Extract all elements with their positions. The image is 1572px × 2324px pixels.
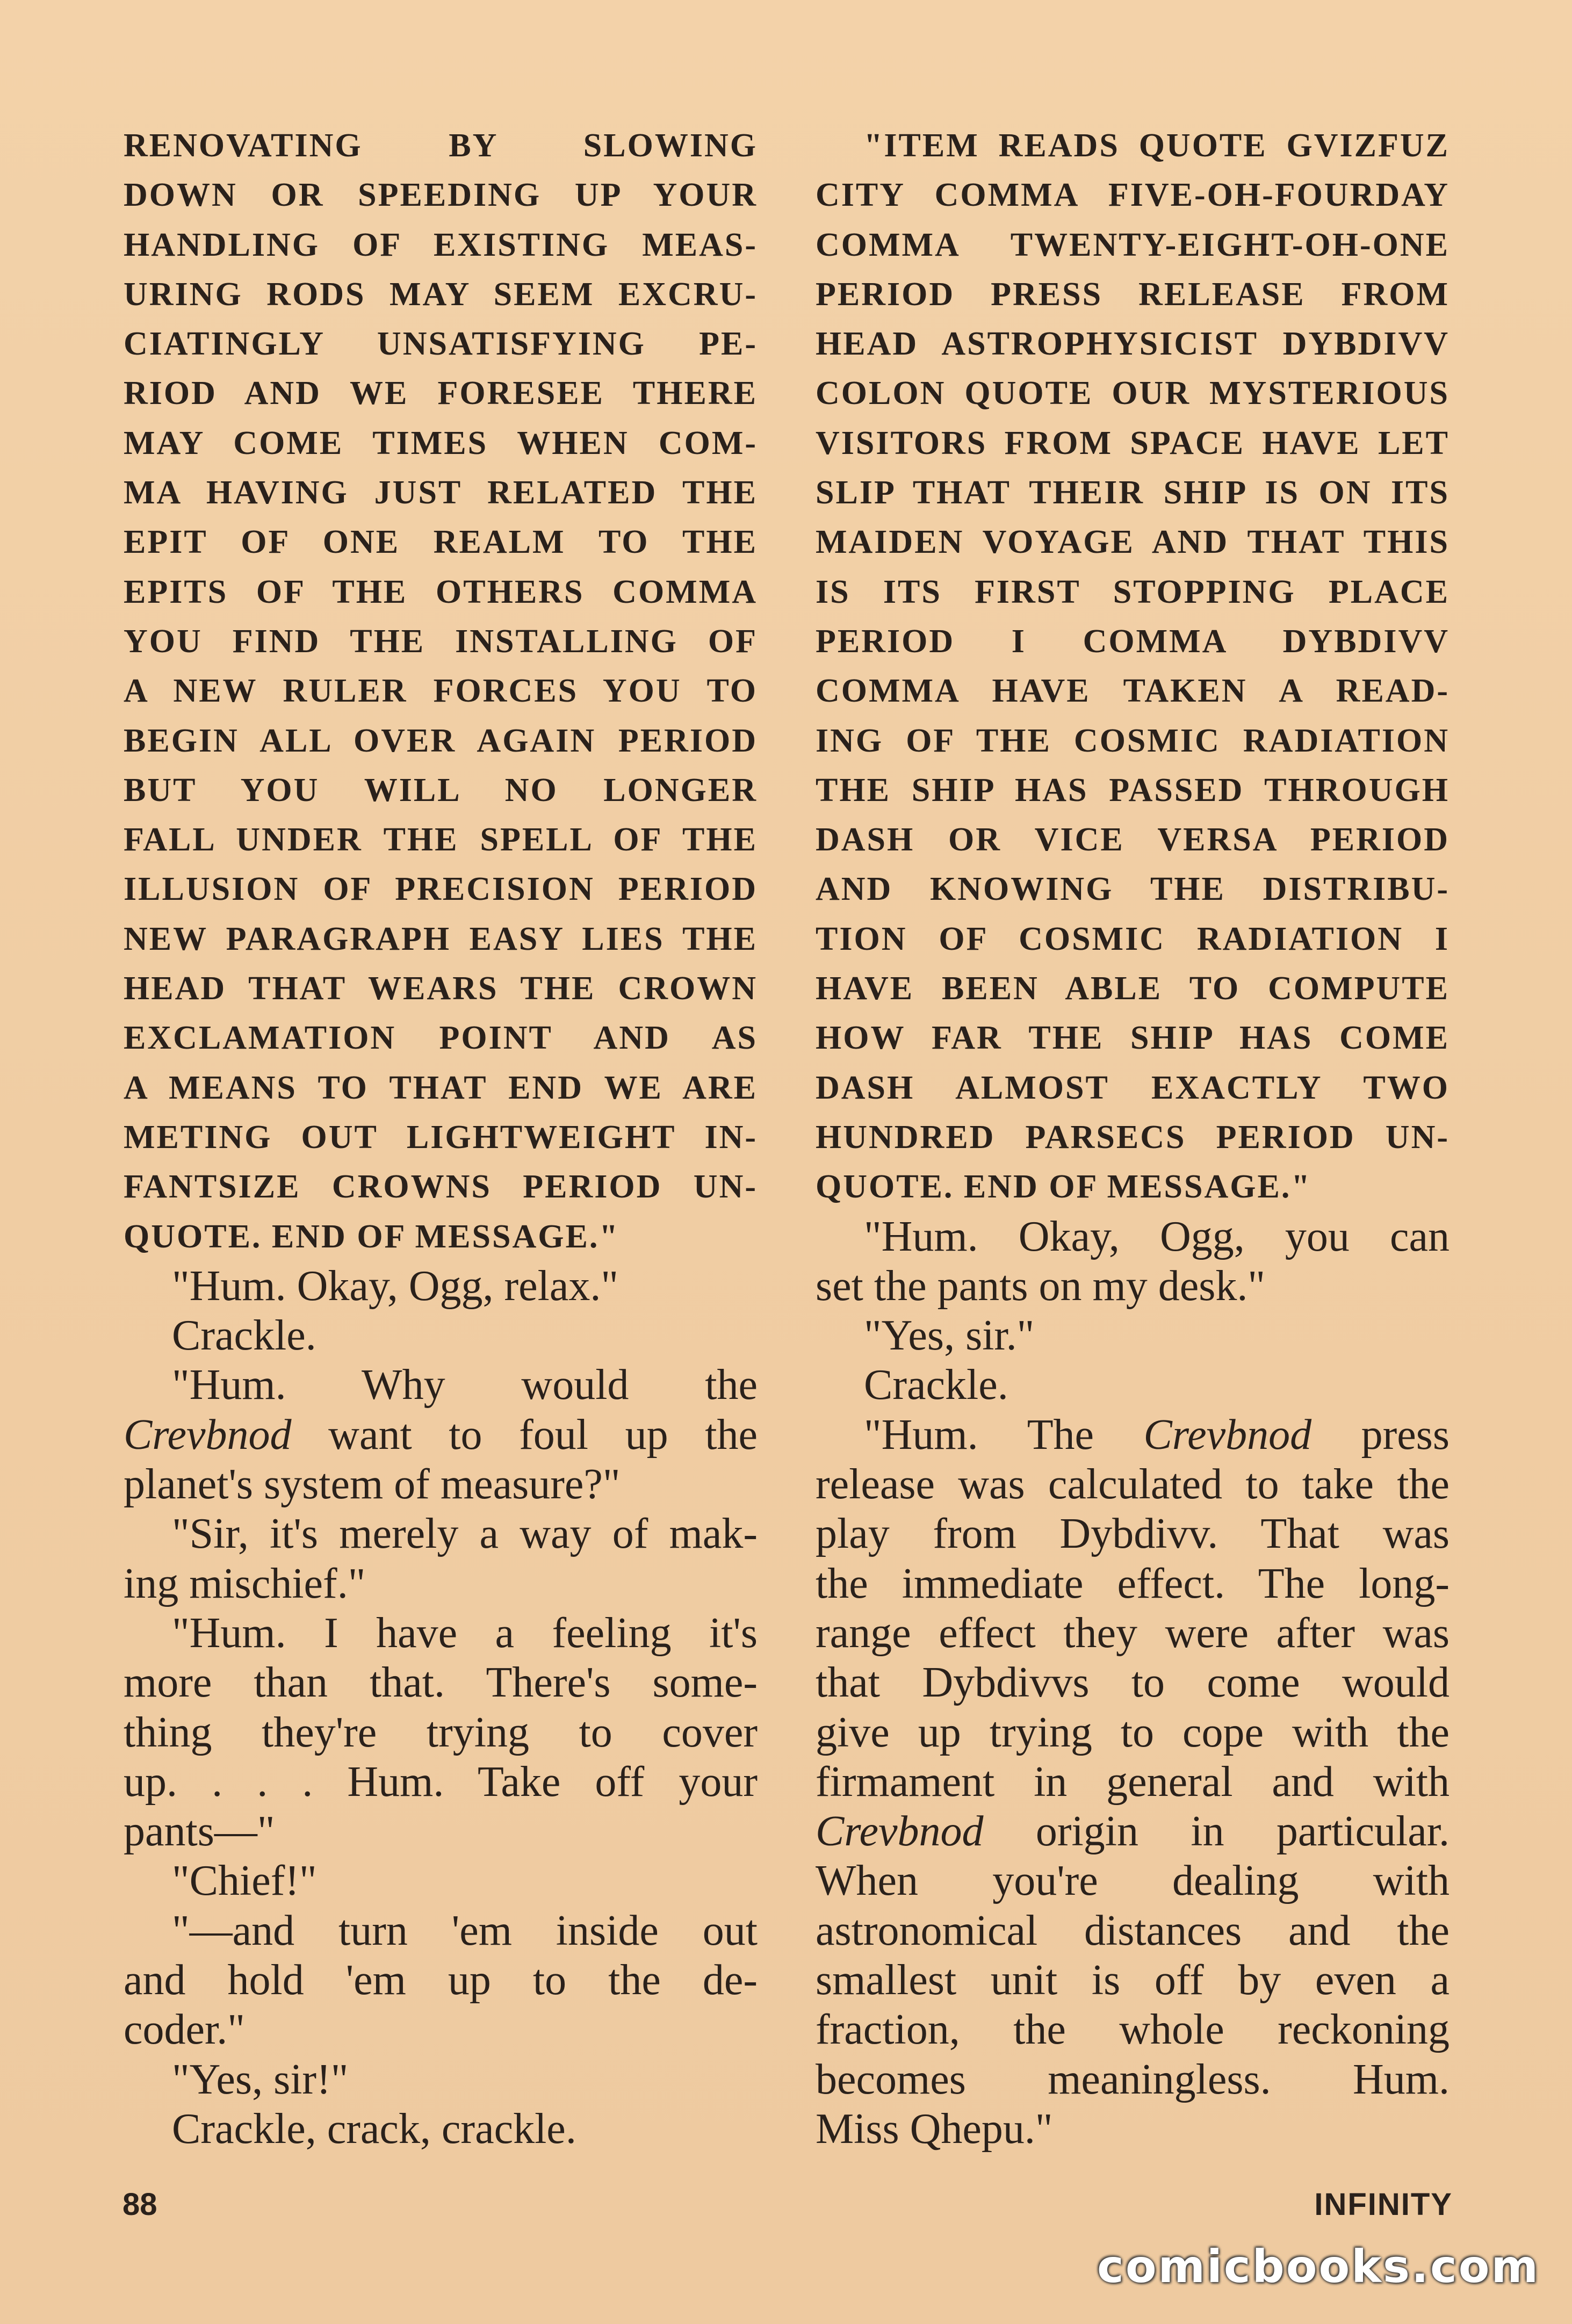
prose-line: astronomical distances and the <box>816 1907 1450 1954</box>
prose-line: planet's system of measure?" <box>124 1461 621 1509</box>
prose-line: range effect they were after was <box>816 1609 1450 1657</box>
caps-line: RIOD AND WE FORESEE THERE <box>124 375 758 412</box>
caps-line: VISITORS FROM SPACE HAVE LET <box>816 424 1450 461</box>
caps-line: HOW FAR THE SHIP HAS COME <box>816 1020 1450 1057</box>
caps-line: A NEW RULER FORCES YOU TO <box>124 673 758 710</box>
caps-line: BUT YOU WILL NO LONGER <box>124 771 758 809</box>
caps-line: MAIDEN VOYAGE AND THAT THIS <box>816 524 1450 561</box>
running-head: INFINITY <box>1314 2187 1453 2222</box>
left-column <box>124 121 758 2154</box>
prose-line: give up trying to cope with the <box>816 1708 1450 1756</box>
caps-line: RENOVATING BY SLOWING <box>124 127 758 164</box>
caps-line: ING OF THE COSMIC RADIATION <box>816 722 1450 759</box>
caps-line: PERIOD PRESS RELEASE FROM <box>816 276 1450 313</box>
prose-line: "Chief!" <box>172 1857 317 1905</box>
caps-line: EPIT OF ONE REALM TO THE <box>124 524 758 561</box>
caps-line: DOWN OR SPEEDING UP YOUR <box>124 177 758 214</box>
prose-line: firmament in general and with <box>816 1758 1450 1806</box>
caps-line: IS ITS FIRST STOPPING PLACE <box>816 573 1450 610</box>
prose-line: When you're dealing with <box>816 1857 1450 1905</box>
prose-line: fraction, the whole reckoning <box>816 2006 1450 2054</box>
prose-line: release was calculated to take the <box>816 1461 1450 1509</box>
caps-line: TION OF COSMIC RADIATION I <box>816 920 1450 957</box>
prose-line: and hold 'em up to the de- <box>124 1956 758 2004</box>
caps-line: COMMA HAVE TAKEN A READ- <box>816 673 1450 710</box>
prose-line: more than that. There's some- <box>124 1659 758 1707</box>
prose-line: becomes meaningless. Hum. <box>816 2055 1450 2103</box>
prose-line: Miss Qhepu." <box>816 2105 1053 2153</box>
prose-line: smallest unit is off by even a <box>816 1956 1450 2004</box>
caps-line: QUOTE. END OF MESSAGE." <box>124 1218 619 1255</box>
caps-line: HAVE BEEN ABLE TO COMPUTE <box>816 970 1450 1007</box>
caps-line: CITY COMMA FIVE-OH-FOURDAY <box>816 177 1450 214</box>
prose-line: Crackle. <box>864 1361 1008 1409</box>
caps-line: BEGIN ALL OVER AGAIN PERIOD <box>124 722 758 759</box>
prose-line: "Yes, sir!" <box>172 2055 349 2103</box>
prose-line: Crackle, crack, crackle. <box>172 2105 576 2153</box>
page-number: 88 <box>122 2187 157 2222</box>
prose-line: "Yes, sir." <box>864 1312 1035 1360</box>
prose-line: "Hum. The Crevbnod press <box>864 1411 1450 1459</box>
caps-line: ILLUSION OF PRECISION PERIOD <box>124 871 758 908</box>
prose-line: "Hum. Okay, Ogg, relax." <box>172 1262 619 1310</box>
caps-line: HEAD ASTROPHYSICIST DYBDIVV <box>816 326 1450 363</box>
right-teletype-message <box>816 121 1450 1212</box>
caps-line: THE SHIP HAS PASSED THROUGH <box>816 771 1450 809</box>
caps-line: NEW PARAGRAPH EASY LIES THE <box>124 920 758 957</box>
caps-line: COLON QUOTE OUR MYSTERIOUS <box>816 375 1450 412</box>
caps-line: HANDLING OF EXISTING MEAS- <box>124 226 758 263</box>
left-dialogue <box>124 1261 758 2154</box>
prose-line: play from Dybdivv. That was <box>816 1510 1450 1558</box>
prose-line: Crevbnod origin in particular. <box>816 1808 1450 1856</box>
prose-line: the immediate effect. The long- <box>816 1560 1450 1607</box>
prose-line: "Hum. I have a feeling it's <box>172 1609 758 1657</box>
caps-line: YOU FIND THE INSTALLING OF <box>124 623 758 660</box>
caps-line: DASH OR VICE VERSA PERIOD <box>816 821 1450 858</box>
caps-line: HUNDRED PARSECS PERIOD UN- <box>816 1118 1450 1156</box>
caps-line: MA HAVING JUST RELATED THE <box>124 474 758 511</box>
prose-line: that Dybdivvs to come would <box>816 1659 1450 1707</box>
caps-line: EPITS OF THE OTHERS COMMA <box>124 573 758 610</box>
prose-line: ing mischief." <box>124 1560 366 1607</box>
caps-line: FANTSIZE CROWNS PERIOD UN- <box>124 1168 758 1206</box>
prose-line: set the pants on my desk." <box>816 1262 1265 1310</box>
right-column <box>816 121 1450 2154</box>
prose-line: up. . . . Hum. Take off your <box>124 1758 758 1806</box>
left-teletype-message <box>124 121 758 1261</box>
prose-line: pants—" <box>124 1808 275 1856</box>
prose-line: "Hum. Okay, Ogg, you can <box>864 1212 1450 1260</box>
caps-line: HEAD THAT WEARS THE CROWN <box>124 970 758 1007</box>
prose-line: coder." <box>124 2006 245 2054</box>
caps-line: A MEANS TO THAT END WE ARE <box>124 1069 758 1106</box>
caps-line: QUOTE. END OF MESSAGE." <box>816 1168 1311 1206</box>
prose-line: "Hum. Why would the <box>172 1361 758 1409</box>
caps-line: DASH ALMOST EXACTLY TWO <box>816 1069 1450 1106</box>
caps-line: SLIP THAT THEIR SHIP IS ON ITS <box>816 474 1450 511</box>
prose-line: thing they're trying to cover <box>124 1708 758 1756</box>
caps-line: CIATINGLY UNSATISFYING PE- <box>124 326 758 363</box>
caps-line: AND KNOWING THE DISTRIBU- <box>816 871 1450 908</box>
prose-line: "—and turn 'em inside out <box>172 1907 758 1954</box>
prose-line: Crackle. <box>172 1312 316 1360</box>
caps-line: FALL UNDER THE SPELL OF THE <box>124 821 758 858</box>
prose-line: "Sir, it's merely a way of mak- <box>172 1510 758 1558</box>
prose-line: Crevbnod want to foul up the <box>124 1411 758 1459</box>
caps-line: METING OUT LIGHTWEIGHT IN- <box>124 1118 758 1156</box>
caps-line: "ITEM READS QUOTE GVIZFUZ <box>864 127 1450 164</box>
right-dialogue <box>816 1212 1450 2154</box>
caps-line: URING RODS MAY SEEM EXCRU- <box>124 276 758 313</box>
caps-line: COMMA TWENTY-EIGHT-OH-ONE <box>816 226 1450 263</box>
caps-line: PERIOD I COMMA DYBDIVV <box>816 623 1450 660</box>
caps-line: EXCLAMATION POINT AND AS <box>124 1020 758 1057</box>
watermark: comicbooks.com <box>1097 2240 1540 2293</box>
caps-line: MAY COME TIMES WHEN COM- <box>124 424 758 461</box>
